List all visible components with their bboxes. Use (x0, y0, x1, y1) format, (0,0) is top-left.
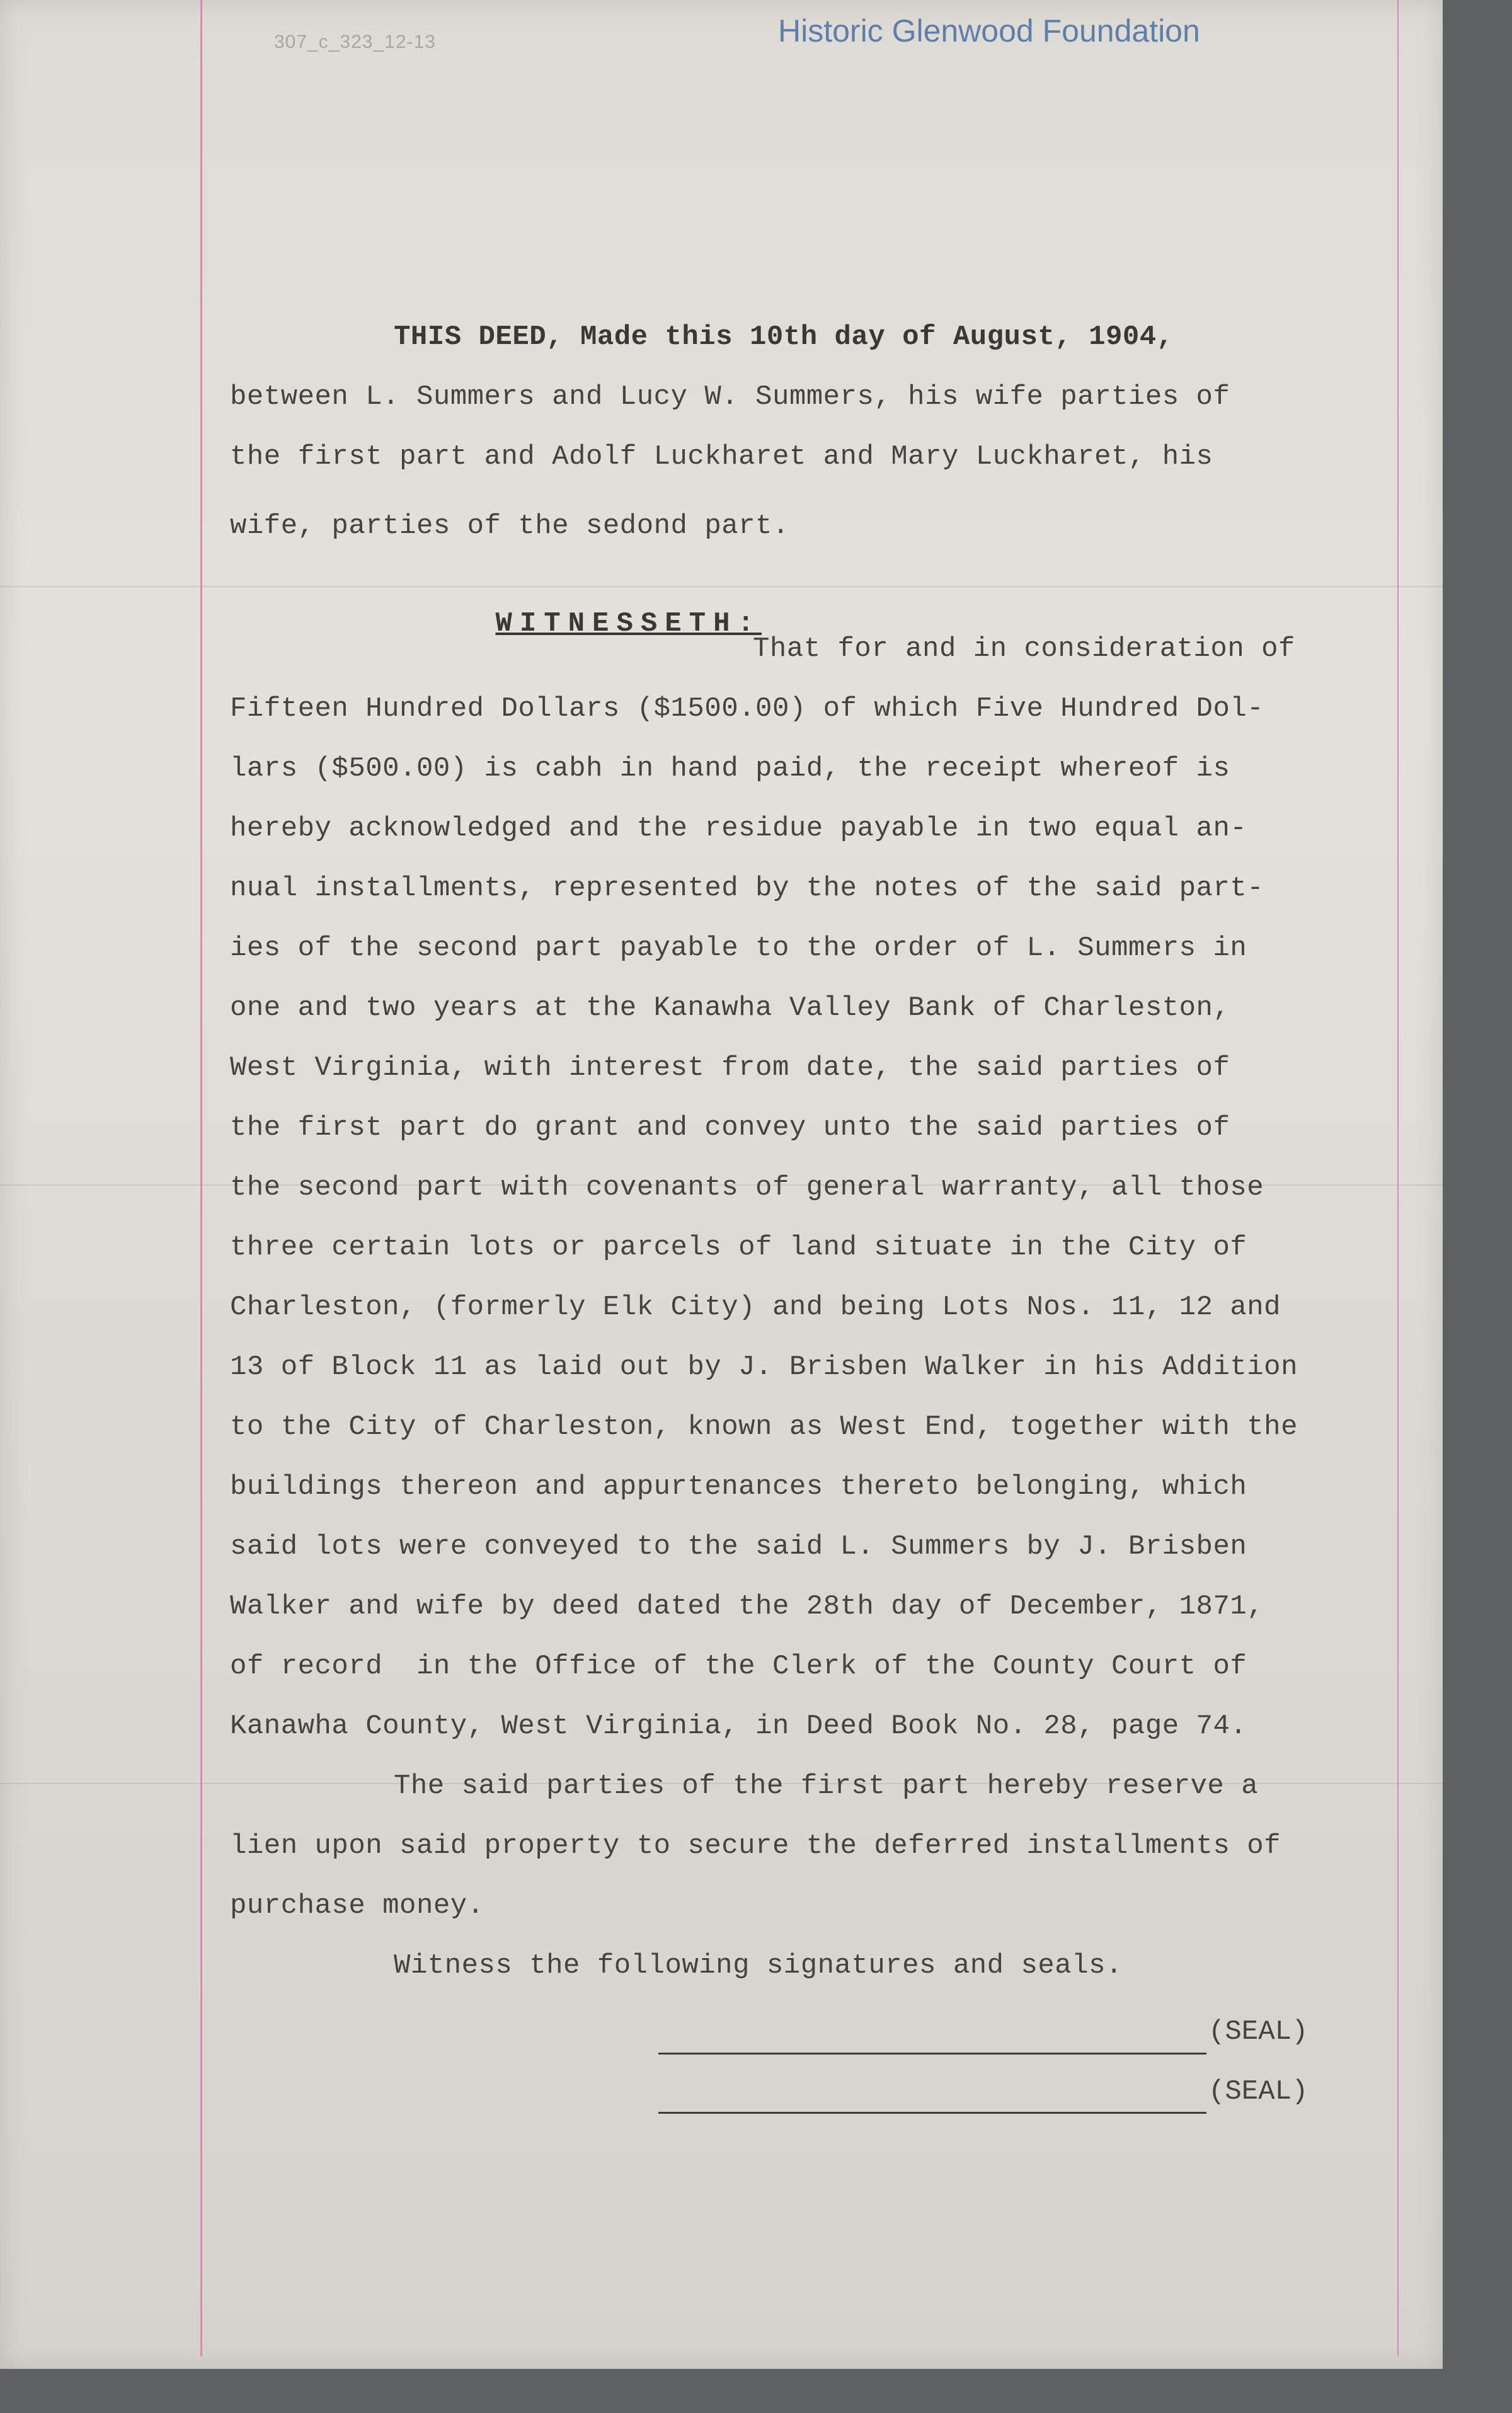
deed-line (230, 1408, 1298, 1446)
deed-line (230, 1109, 1230, 1147)
left-margin-rule (200, 0, 202, 2356)
deed-line-text: Fifteen Hundred Dollars ($1500.00) of which Five Hundred Dol- (230, 693, 1264, 725)
deed-line-text: of record in the Office of the Clerk of the County Court of (230, 1651, 1247, 1682)
deed-line-text: Made this 10th day of August, 1904, (563, 321, 1174, 353)
deed-line-text: the first part and Adolf Luckharet and Mary Luckharet, his (230, 441, 1213, 473)
deed-line-text: purchase money. (230, 1890, 484, 1922)
deed-line (230, 1827, 1281, 1865)
deed-line (230, 989, 1230, 1027)
signature-line-1 (658, 2053, 1206, 2055)
right-margin-rule (1397, 0, 1399, 2356)
deed-line-text: wife, parties of the sedond part. (230, 510, 789, 542)
deed-line (230, 1169, 1264, 1206)
deed-line (230, 810, 1247, 847)
deed-line-text: hereby acknowledged and the residue payable in two equal an- (230, 813, 1247, 844)
deed-line (230, 1348, 1298, 1386)
deed-line (394, 1947, 1123, 1985)
deed-line-text: That for and in consideration of (753, 633, 1295, 665)
deed-line (394, 1767, 1258, 1805)
deed-line-text: said lots were conveyed to the said L. Summers by J. Brisben (230, 1531, 1247, 1562)
deed-line-text: ies of the second part payable to the order of L. Summers in (230, 932, 1247, 964)
deed-line (230, 1528, 1247, 1566)
deed-line (230, 1887, 484, 1925)
deed-line-text: Walker and wife by deed dated the 28th day of December, 1871, (230, 1591, 1264, 1622)
deed-line (230, 690, 1264, 728)
deed-line-text: Witness the following signatures and seals. (394, 1950, 1123, 1981)
deed-line-text: buildings thereon and appurtenances thereto belonging, which (230, 1471, 1247, 1503)
deed-line-text: Kanawha County, West Virginia, in Deed Book No. 28, page 74. (230, 1711, 1247, 1742)
deed-line-text: between L. Summers and Lucy W. Summers, his wife parties of (230, 381, 1230, 413)
seal-label-1: (SEAL) (1208, 2016, 1309, 2048)
deed-line-text: the first part do grant and convey unto the said parties of (230, 1112, 1230, 1143)
deed-line (230, 1288, 1281, 1326)
deed-line (230, 378, 1230, 416)
deed-line-text: lien upon said property to secure the deferred installments of (230, 1830, 1281, 1862)
deed-line (230, 1588, 1264, 1625)
deed-line-text: 13 of Block 11 as laid out by J. Brisben Walker in his Addition (230, 1351, 1298, 1383)
archive-number: 307_c_323_12-13 (274, 32, 436, 52)
deed-line (753, 630, 1295, 668)
deed-line (230, 869, 1264, 907)
deed-line (394, 318, 1174, 356)
deed-line (230, 750, 1230, 788)
deed-line (230, 929, 1247, 967)
witnesseth-heading: WITNESSETH: (495, 608, 762, 639)
deed-line-text: to the City of Charleston, known as West End, together with the (230, 1411, 1298, 1443)
deed-line-text: lars ($500.00) is cabh in hand paid, the receipt whereof is (230, 753, 1230, 784)
deed-line-text: Charleston, (formerly Elk City) and being Lots Nos. 11, 12 and (230, 1292, 1281, 1323)
deed-line (230, 438, 1213, 476)
deed-line-text: the second part with covenants of general warranty, all those (230, 1172, 1264, 1203)
deed-lead-text: THIS DEED, (394, 321, 564, 353)
deed-line-text: nual installments, represented by the notes of the said part- (230, 873, 1264, 904)
deed-line-text: West Virginia, with interest from date, the said parties of (230, 1052, 1230, 1084)
deed-line (230, 1468, 1247, 1506)
deed-line-text: one and two years at the Kanawha Valley Bank of Charleston, (230, 992, 1230, 1024)
foundation-watermark: Historic Glenwood Foundation (778, 13, 1200, 49)
signature-line-2 (658, 2112, 1206, 2114)
deed-line (230, 1648, 1247, 1685)
deed-line-text: The said parties of the first part hereby reserve a (394, 1770, 1259, 1802)
deed-line (230, 507, 789, 545)
seal-label-2: (SEAL) (1208, 2076, 1309, 2107)
deed-line (230, 1049, 1230, 1087)
deed-line (230, 1229, 1247, 1266)
deed-line-text: three certain lots or parcels of land situate in the City of (230, 1232, 1247, 1263)
deed-line (230, 1707, 1247, 1745)
